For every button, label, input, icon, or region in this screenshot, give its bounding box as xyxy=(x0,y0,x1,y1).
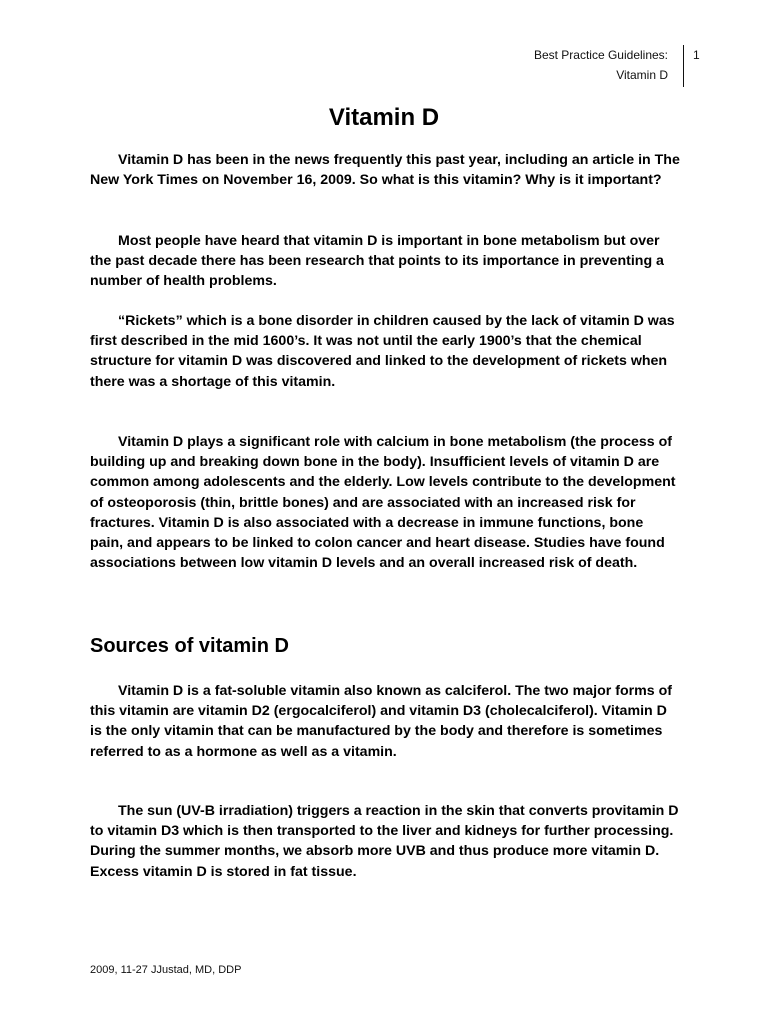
section-heading: Sources of vitamin D xyxy=(90,635,289,657)
paragraph-role-calcium: Vitamin D plays a significant role with calcium in bone metabolism (the process of building up and breaking down bone in the body). Insufficient levels of vitamin D are common among adolescents and the elderly. Low levels contribute to the development of osteoporosis (thin, brittle bones) and are associated with an increased risk for fractures. Vitamin D is also associated with a decrease in immune functions, bone pain, and appears to be linked to colon cancer and heart disease. Studies have found associations between low vitamin D levels and an overall increased risk of death. xyxy=(90,434,676,572)
paragraph-bone-metabolism: Most people have heard that vitamin D is important in bone metabolism but over the past decade there has been research that points to its importance in preventing a number of health problems. xyxy=(90,233,664,290)
header-divider xyxy=(683,45,684,87)
paragraph-forms: Vitamin D is a fat-soluble vitamin also known as calciferol. The two major forms of this vitamin are vitamin D2 (ergocalciferol) and vitamin D3 (cholecalciferol). Vitamin D is the only vitamin that can be manufactured by the body and therefore is sometimes referred to as a hormone as well as a vitamin. xyxy=(90,683,672,760)
paragraph-rickets: “Rickets” which is a bone disorder in children caused by the lack of vitamin D was first described in the mid 1600’s. It was not until the early 1900’s that the chemical structure for vitamin D was discovered and linked to the development of rickets when there was a shortage of this vitamin. xyxy=(90,313,675,390)
header-line-1: Best Practice Guidelines: xyxy=(533,48,668,62)
paragraph-intro: Vitamin D has been in the news frequently this past year, including an article in The New York Times on November 16, 2009. So what is this vitamin? Why is it important? xyxy=(90,152,680,189)
header-line-2: Vitamin D xyxy=(616,68,668,82)
running-header xyxy=(484,45,684,87)
paragraph-sun: The sun (UV-B irradiation) triggers a reaction in the skin that converts provitamin D to vitamin D3 which is then transported to the liver and kidneys for further processing. During the summer months, we absorb more UVB and thus produce more vitamin D. Excess vitamin D is stored in fat tissue. xyxy=(90,803,679,880)
page-footer: 2009, 11-27 JJustad, MD, DDP xyxy=(90,964,242,976)
header-title xyxy=(534,45,668,85)
page-title: Vitamin D xyxy=(328,104,440,131)
page-number: 1 xyxy=(693,48,700,62)
